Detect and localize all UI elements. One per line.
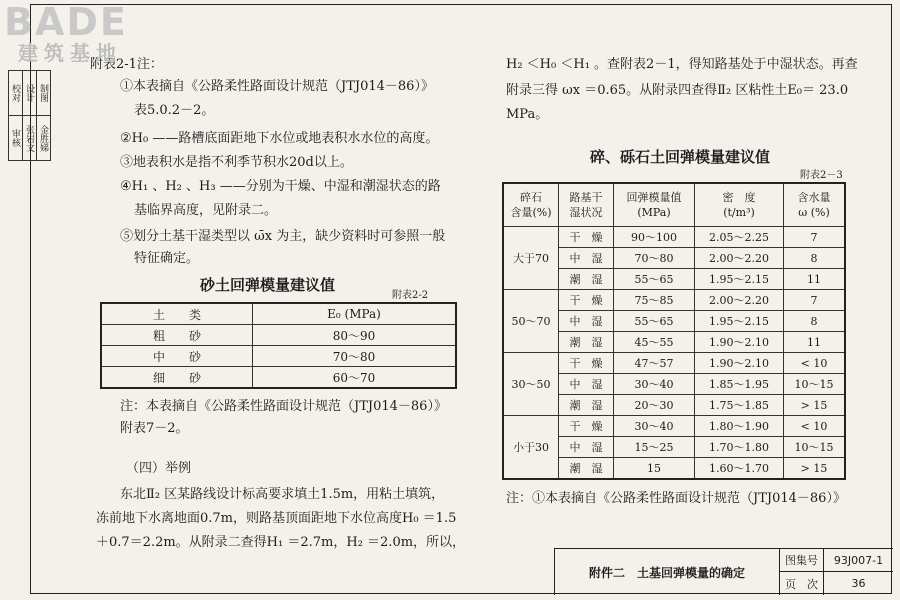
table-cell: 粗 砂 <box>101 325 253 346</box>
table-cell: 7 <box>784 227 846 248</box>
table-cell: 8 <box>784 248 846 269</box>
table-cell: < 10 <box>784 353 846 374</box>
table-cell: 20～30 <box>614 395 695 416</box>
page-label: 页 次 <box>780 572 824 595</box>
table-header-row <box>503 183 845 227</box>
table-cell: 1.90～2.10 <box>695 353 784 374</box>
note-line: 基临界高度，见附录二。 <box>134 203 278 218</box>
note-line: ③地表积水是指不利季节积水20d以上。 <box>120 155 353 170</box>
table-note: 注：本表摘自《公路柔性路面设计规范（JTJ014－86）》 <box>120 399 447 414</box>
table-cell: < 10 <box>784 416 846 437</box>
table-title-gravel: 碎、砾石土回弹模量建议值 <box>590 148 771 166</box>
table-cell: 潮 湿 <box>559 269 614 290</box>
table-cell: 潮 湿 <box>559 332 614 353</box>
strip-cell: 校对 <box>9 71 23 116</box>
table-header: 回弹模量值 (MPa) <box>614 183 695 227</box>
table-header: 土 类 <box>101 303 253 325</box>
table-row <box>101 346 456 367</box>
table-row <box>503 416 845 437</box>
note-line: 特征确定。 <box>134 251 200 266</box>
table-row <box>503 227 845 248</box>
table-cell: 1.75～1.85 <box>695 395 784 416</box>
table-header: 碎石 含量(%) <box>503 183 559 227</box>
table-tag-sand: 附表2-2 <box>392 290 429 301</box>
group-cell: 大于70 <box>503 227 559 290</box>
example-line: 东北Ⅱ₂ 区某路线设计标高要求填土1.5m，用粘土填筑， <box>120 487 445 502</box>
signature-strip <box>8 70 60 210</box>
table-row <box>503 353 845 374</box>
table-row <box>503 290 845 311</box>
table-cell: 10～15 <box>784 437 846 458</box>
table-note: 附表7－2。 <box>120 421 189 436</box>
example-line: MPa。 <box>506 107 549 122</box>
watermark-cn: 建筑基地 <box>18 41 122 65</box>
table-cell: 1.80～1.90 <box>695 416 784 437</box>
table-note: 注：①本表摘自《公路柔性路面设计规范（JTJ014－86）》 <box>506 491 846 506</box>
table-cell: 干 燥 <box>559 227 614 248</box>
sheet-title: 附件二 土基回弹模量的确定 <box>555 549 780 595</box>
table-cell: 中 湿 <box>559 437 614 458</box>
table-cell: 1.85～1.95 <box>695 374 784 395</box>
note-line: ①本表摘自《公路柔性路面设计规范（JTJ014－86）》 <box>120 79 434 94</box>
group-cell: 50～70 <box>503 290 559 353</box>
gravel-modulus-table <box>502 182 846 480</box>
table-cell: 1.70～1.80 <box>695 437 784 458</box>
table-cell: 1.60～1.70 <box>695 458 784 480</box>
page-number: 36 <box>851 577 866 590</box>
strip-cell: 设计 <box>23 71 37 116</box>
notes-head: 附表2-1注： <box>90 57 163 72</box>
strip-cell: 审核 <box>9 116 23 161</box>
table-tag-gravel: 附表2－3 <box>800 170 843 181</box>
table-cell: 1.90～2.10 <box>695 332 784 353</box>
example-line: 冻前地下水离地面0.7m，则路基顶面距地下水位高度H₀ ＝1.5 <box>96 511 457 526</box>
strip-cell: 金胜娣 <box>37 116 51 161</box>
table-cell: 2.05～2.25 <box>695 227 784 248</box>
table-row <box>101 325 456 346</box>
table-cell: 30～40 <box>614 416 695 437</box>
table-cell: 55～65 <box>614 311 695 332</box>
strip-cell: 制图 <box>37 71 51 116</box>
table-cell: 55～65 <box>614 269 695 290</box>
note-line: ②H₀ ——路槽底面距地下水位或地表积水水位的高度。 <box>120 131 439 146</box>
table-title-sand: 砂土回弹模量建议值 <box>200 276 336 294</box>
table-cell: 45～55 <box>614 332 695 353</box>
table-cell: 干 燥 <box>559 290 614 311</box>
table-cell: 60～70 <box>253 367 457 389</box>
table-cell: 80～90 <box>253 325 457 346</box>
table-cell: 70～80 <box>253 346 457 367</box>
table-cell: 干 燥 <box>559 353 614 374</box>
atlas-label: 图集号 <box>780 549 824 572</box>
example-line: 附录三得 ωx ＝0.65。从附录四查得Ⅱ₂ 区粘性土E₀＝ 23.0 <box>506 83 849 98</box>
watermark-logo <box>4 2 128 64</box>
table-cell: 11 <box>784 332 846 353</box>
note-line: 表5.0.2－2。 <box>134 103 215 118</box>
note-line: ④H₁ 、H₂ 、H₃ ——分别为干燥、中湿和潮湿状态的路 <box>120 179 441 194</box>
example-line: H₂ ＜H₀ ＜H₁ 。查附表2－1，得知路基处于中湿状态。再查 <box>506 57 858 72</box>
table-cell: 8 <box>784 311 846 332</box>
table-cell: 中 湿 <box>559 311 614 332</box>
example-heading: （四）举例 <box>126 461 192 476</box>
table-cell: 潮 湿 <box>559 395 614 416</box>
table-cell: 2.00～2.20 <box>695 248 784 269</box>
table-cell: 细 砂 <box>101 367 253 389</box>
table-cell: > 15 <box>784 458 846 480</box>
group-cell: 小于30 <box>503 416 559 480</box>
strip-cell: 张岩文 <box>23 116 37 161</box>
title-block <box>554 548 893 595</box>
table-cell: 1.95～2.15 <box>695 269 784 290</box>
table-cell: 47～57 <box>614 353 695 374</box>
table-cell: > 15 <box>784 395 846 416</box>
table-row <box>101 367 456 389</box>
table-cell: 干 燥 <box>559 416 614 437</box>
table-cell: 中 砂 <box>101 346 253 367</box>
table-cell: 90～100 <box>614 227 695 248</box>
table-header: 含水量 ω (%) <box>784 183 846 227</box>
table-cell: 11 <box>784 269 846 290</box>
group-cell: 30～50 <box>503 353 559 416</box>
example-line: ＋0.7＝2.2m。从附录二查得H₁ ＝2.7m，H₂ ＝2.0m，所以， <box>96 535 466 550</box>
table-cell: 中 湿 <box>559 248 614 269</box>
table-cell: 中 湿 <box>559 374 614 395</box>
table-cell: 1.95～2.15 <box>695 311 784 332</box>
table-cell: 15～25 <box>614 437 695 458</box>
table-header: E₀ (MPa) <box>253 303 457 325</box>
table-cell: 30～40 <box>614 374 695 395</box>
table-header: 路基干 湿状况 <box>559 183 614 227</box>
table-cell: 15 <box>614 458 695 480</box>
table-cell: 潮 湿 <box>559 458 614 480</box>
table-cell: 7 <box>784 290 846 311</box>
watermark-brand: BADE <box>4 0 128 44</box>
table-cell: 2.00～2.20 <box>695 290 784 311</box>
table-header: 密 度 (t/m³) <box>695 183 784 227</box>
sand-modulus-table <box>100 302 457 389</box>
table-cell: 75～85 <box>614 290 695 311</box>
atlas-number: 93J007-1 <box>824 549 893 572</box>
table-cell: 70～80 <box>614 248 695 269</box>
note-line: ⑤划分土基干湿类型以 ω̄x 为主，缺少资料时可参照一般 <box>120 229 446 244</box>
table-cell: 10～15 <box>784 374 846 395</box>
